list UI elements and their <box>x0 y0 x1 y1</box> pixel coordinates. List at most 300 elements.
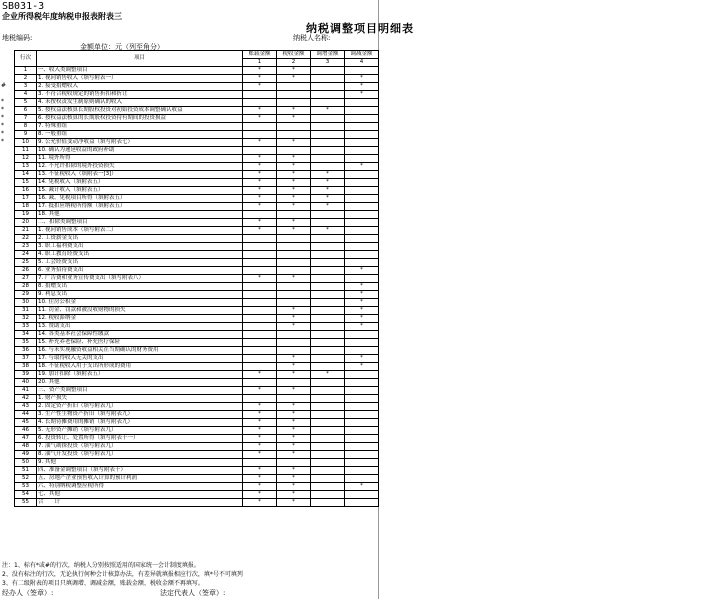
row-mark <box>1 474 14 482</box>
increase-amount-cell <box>311 115 345 123</box>
table-row <box>15 123 379 131</box>
row-item: 合 计 <box>37 499 243 507</box>
row-number: 4 <box>15 91 37 99</box>
increase-amount-cell <box>311 387 345 395</box>
tax-amount-cell <box>277 379 311 387</box>
row-mark <box>1 218 14 226</box>
decrease-amount-cell <box>345 347 379 355</box>
book-amount-cell <box>243 235 277 243</box>
decrease-amount-cell <box>345 451 379 459</box>
table-row <box>15 75 379 83</box>
tax-amount-cell <box>277 267 311 275</box>
tax-amount-cell: * <box>277 411 311 419</box>
tax-amount-cell: * <box>277 171 311 179</box>
increase-amount-cell <box>311 283 345 291</box>
row-mark <box>1 370 14 378</box>
decrease-amount-cell: * <box>345 91 379 99</box>
increase-amount-cell: * <box>311 187 345 195</box>
row-item: 14. 免税收入（填附表五） <box>37 179 243 187</box>
row-mark <box>1 322 14 330</box>
book-amount-cell: * <box>243 275 277 283</box>
increase-amount-cell <box>311 299 345 307</box>
increase-amount-cell <box>311 99 345 107</box>
row-number: 53 <box>15 483 37 491</box>
form-subtitle: 企业所得税年度纳税申报表附表三 <box>2 12 122 21</box>
form-title: 纳税调整项目明细表 <box>306 22 414 35</box>
row-mark <box>1 378 14 386</box>
row-mark <box>1 186 14 194</box>
decrease-amount-cell <box>345 339 379 347</box>
increase-amount-cell <box>311 427 345 435</box>
row-item: 三、资产类调整项目 <box>37 387 243 395</box>
decrease-amount-cell <box>345 171 379 179</box>
table-row <box>15 363 379 371</box>
row-number: 42 <box>15 395 37 403</box>
table-row <box>15 187 379 195</box>
table-row <box>15 291 379 299</box>
header-tax-amount: 税收金额 <box>277 51 311 59</box>
tax-amount-cell: * <box>277 363 311 371</box>
row-mark <box>1 306 14 314</box>
table-row <box>15 67 379 75</box>
row-item: 20. 其他 <box>37 379 243 387</box>
row-item: 11. 罚金、罚款和被没收财物的损失 <box>37 307 243 315</box>
form-code: SB031-3 <box>2 1 45 12</box>
row-number: 49 <box>15 451 37 459</box>
row-mark <box>1 314 14 322</box>
increase-amount-cell <box>311 411 345 419</box>
book-amount-cell <box>243 91 277 99</box>
tax-amount-cell <box>277 299 311 307</box>
row-item: 5. 工会经费支出 <box>37 259 243 267</box>
row-number: 28 <box>15 283 37 291</box>
decrease-amount-cell <box>345 251 379 259</box>
book-amount-cell <box>243 147 277 155</box>
row-mark <box>1 250 14 258</box>
row-item: 6. 按权益法核算的长期股权投资持有期间的投资损益 <box>37 115 243 123</box>
row-number: 51 <box>15 467 37 475</box>
tax-amount-cell: * <box>277 75 311 83</box>
increase-amount-cell <box>311 443 345 451</box>
table-row <box>15 307 379 315</box>
row-number: 26 <box>15 267 37 275</box>
row-number: 34 <box>15 331 37 339</box>
increase-amount-cell <box>311 291 345 299</box>
tax-amount-cell: * <box>277 371 311 379</box>
row-item: 5. 无形资产摊销（填写附表九） <box>37 427 243 435</box>
row-item: 一、收入类调整项目 <box>37 67 243 75</box>
increase-amount-cell <box>311 355 345 363</box>
book-amount-cell <box>243 347 277 355</box>
row-item: 7. 油气勘探投资（填写附表九） <box>37 443 243 451</box>
decrease-amount-cell <box>345 211 379 219</box>
row-item: 14. 各类基本社会保障性缴款 <box>37 331 243 339</box>
row-number: 19 <box>15 211 37 219</box>
row-item: 13. 赞助支出 <box>37 323 243 331</box>
decrease-amount-cell <box>345 155 379 163</box>
row-mark <box>1 290 14 298</box>
book-amount-cell: * <box>243 107 277 115</box>
row-mark: * <box>1 114 4 121</box>
decrease-amount-cell <box>345 227 379 235</box>
header-col-1: 1 <box>243 59 277 67</box>
row-item: 4. 未按权责发生制原则确认的收入 <box>37 99 243 107</box>
book-amount-cell: * <box>243 139 277 147</box>
header-book-amount: 账载金额 <box>243 51 277 59</box>
decrease-amount-cell <box>345 467 379 475</box>
row-mark <box>1 498 14 506</box>
decrease-amount-cell: * <box>345 299 379 307</box>
row-mark <box>1 162 14 170</box>
table-row <box>15 443 379 451</box>
book-amount-cell: * <box>243 67 277 75</box>
increase-amount-cell <box>311 451 345 459</box>
increase-amount-cell <box>311 275 345 283</box>
decrease-amount-cell <box>345 379 379 387</box>
row-item: 二、扣除类调整项目 <box>37 219 243 227</box>
tax-amount-cell <box>277 123 311 131</box>
row-mark <box>1 490 14 498</box>
tax-amount-cell: * <box>277 179 311 187</box>
row-mark <box>1 274 14 282</box>
increase-amount-cell <box>311 259 345 267</box>
row-mark <box>1 178 14 186</box>
increase-amount-cell <box>311 315 345 323</box>
row-number: 27 <box>15 275 37 283</box>
row-item: 18. 其他 <box>37 211 243 219</box>
row-number: 12 <box>15 155 37 163</box>
increase-amount-cell: * <box>311 171 345 179</box>
tax-amount-cell <box>277 243 311 251</box>
row-mark <box>1 234 14 242</box>
tax-amount-cell: * <box>277 163 311 171</box>
tax-amount-cell: * <box>277 187 311 195</box>
row-number: 6 <box>15 107 37 115</box>
row-number: 29 <box>15 291 37 299</box>
tax-amount-cell <box>277 459 311 467</box>
row-item: 8. 油气开发投资（填写附表九） <box>37 451 243 459</box>
increase-amount-cell <box>311 395 345 403</box>
decrease-amount-cell <box>345 195 379 203</box>
tax-amount-cell: * <box>277 483 311 491</box>
tax-amount-cell: * <box>277 203 311 211</box>
row-item: 8. 一般重组 <box>37 131 243 139</box>
legal-rep-signature-label: 法定代表人（签章）: <box>160 589 226 597</box>
row-number: 31 <box>15 307 37 315</box>
row-number: 13 <box>15 163 37 171</box>
tax-amount-cell <box>277 83 311 91</box>
tax-amount-cell: * <box>277 315 311 323</box>
row-mark <box>1 434 14 442</box>
table-row <box>15 419 379 427</box>
decrease-amount-cell <box>345 499 379 507</box>
decrease-amount-cell <box>345 115 379 123</box>
tax-amount-cell <box>277 339 311 347</box>
decrease-amount-cell <box>345 411 379 419</box>
book-amount-cell: * <box>243 443 277 451</box>
table-row <box>15 259 379 267</box>
row-mark <box>1 458 14 466</box>
row-number: 39 <box>15 371 37 379</box>
decrease-amount-cell: * <box>345 283 379 291</box>
row-number: 5 <box>15 99 37 107</box>
row-item: 六、特别纳税调整应税所得 <box>37 483 243 491</box>
row-mark <box>1 66 14 74</box>
increase-amount-cell <box>311 83 345 91</box>
row-mark <box>1 442 14 450</box>
decrease-amount-cell: * <box>345 75 379 83</box>
row-number: 7 <box>15 115 37 123</box>
book-amount-cell <box>243 459 277 467</box>
increase-amount-cell <box>311 419 345 427</box>
row-number: 24 <box>15 251 37 259</box>
table-row <box>15 163 379 171</box>
row-number: 38 <box>15 363 37 371</box>
decrease-amount-cell: * <box>345 363 379 371</box>
table-row <box>15 403 379 411</box>
row-item: 12. 税收滞纳金 <box>37 315 243 323</box>
decrease-amount-cell <box>345 131 379 139</box>
increase-amount-cell <box>311 67 345 75</box>
table-row <box>15 323 379 331</box>
tax-amount-cell: * <box>277 195 311 203</box>
tax-amount-cell <box>277 347 311 355</box>
increase-amount-cell <box>311 251 345 259</box>
tax-amount-cell: * <box>277 435 311 443</box>
decrease-amount-cell <box>345 459 379 467</box>
increase-amount-cell <box>311 147 345 155</box>
marks-header-spacer <box>1 50 14 66</box>
tax-amount-cell <box>277 91 311 99</box>
note-1: 注：1、标有*或#的行次，纳税人分别按照适用的国家统一会计制度填报。 <box>2 562 200 569</box>
row-item: 16. 与未实现融资收益相关在当期确认的财务费用 <box>37 347 243 355</box>
row-number: 32 <box>15 315 37 323</box>
table-row <box>15 483 379 491</box>
currency-unit-label: 金额单位：元（列至角分） <box>80 43 164 51</box>
increase-amount-cell <box>311 483 345 491</box>
increase-amount-cell <box>311 475 345 483</box>
row-number: 47 <box>15 435 37 443</box>
table-row <box>15 499 379 507</box>
row-item: 18. 不征税收入用于支出所形成的费用 <box>37 363 243 371</box>
row-mark <box>1 282 14 290</box>
book-amount-cell <box>243 99 277 107</box>
decrease-amount-cell <box>345 371 379 379</box>
row-number: 8 <box>15 123 37 131</box>
row-mark <box>1 338 14 346</box>
tax-amount-cell: * <box>277 475 311 483</box>
row-number: 20 <box>15 219 37 227</box>
book-amount-cell: * <box>243 155 277 163</box>
table-row <box>15 347 379 355</box>
decrease-amount-cell <box>345 475 379 483</box>
increase-amount-cell <box>311 91 345 99</box>
row-item: 7. 广告费和业务宣传费支出（填写附表八） <box>37 275 243 283</box>
book-amount-cell: * <box>243 195 277 203</box>
book-amount-cell <box>243 355 277 363</box>
book-amount-cell <box>243 379 277 387</box>
book-amount-cell: * <box>243 475 277 483</box>
row-number: 22 <box>15 235 37 243</box>
increase-amount-cell <box>311 307 345 315</box>
book-amount-cell <box>243 131 277 139</box>
increase-amount-cell <box>311 403 345 411</box>
row-number: 45 <box>15 419 37 427</box>
increase-amount-cell <box>311 131 345 139</box>
table-row <box>15 131 379 139</box>
row-mark <box>1 482 14 490</box>
row-item: 7. 特殊重组 <box>37 123 243 131</box>
row-item: 2. 工资薪金支出 <box>37 235 243 243</box>
decrease-amount-cell <box>345 427 379 435</box>
decrease-amount-cell <box>345 395 379 403</box>
row-number: 9 <box>15 131 37 139</box>
tax-amount-cell <box>277 331 311 339</box>
tax-amount-cell: * <box>277 307 311 315</box>
table-row <box>15 251 379 259</box>
increase-amount-cell: * <box>311 195 345 203</box>
table-row <box>15 283 379 291</box>
tax-amount-cell: * <box>277 467 311 475</box>
row-number: 3 <box>15 83 37 91</box>
decrease-amount-cell: * <box>345 483 379 491</box>
row-mark <box>1 426 14 434</box>
row-number: 43 <box>15 403 37 411</box>
row-mark <box>1 258 14 266</box>
increase-amount-cell <box>311 435 345 443</box>
book-amount-cell <box>243 315 277 323</box>
row-item: 2. 固定资产折旧（填写附表九） <box>37 403 243 411</box>
row-item: 4. 职工教育经费支出 <box>37 251 243 259</box>
row-mark: * <box>1 130 4 137</box>
book-amount-cell: * <box>243 411 277 419</box>
tax-amount-cell <box>277 283 311 291</box>
book-amount-cell: * <box>243 403 277 411</box>
row-item: 9. 公允价值变动净收益（填写附表七） <box>37 139 243 147</box>
table-row <box>15 475 379 483</box>
decrease-amount-cell <box>345 219 379 227</box>
table-row <box>15 91 379 99</box>
row-mark <box>1 410 14 418</box>
increase-amount-cell <box>311 363 345 371</box>
note-3: 3、有二级附表的项目只填调增、调减金额，账载金额、税收金额不再填写。 <box>2 580 204 587</box>
increase-amount-cell <box>311 499 345 507</box>
tax-amount-cell: * <box>277 491 311 499</box>
table-row <box>15 115 379 123</box>
row-item: 3. 职工福利费支出 <box>37 243 243 251</box>
table-row <box>15 467 379 475</box>
table-body <box>15 67 379 507</box>
tax-amount-cell: * <box>277 355 311 363</box>
row-mark <box>1 450 14 458</box>
row-mark <box>1 354 14 362</box>
book-amount-cell: * <box>243 499 277 507</box>
row-mark <box>1 90 14 98</box>
book-amount-cell <box>243 123 277 131</box>
row-mark <box>1 202 14 210</box>
row-number: 54 <box>15 491 37 499</box>
row-mark <box>1 466 14 474</box>
table-row <box>15 267 379 275</box>
increase-amount-cell: * <box>311 107 345 115</box>
row-item: 10. 住房公积金 <box>37 299 243 307</box>
tax-amount-cell: * <box>277 67 311 75</box>
book-amount-cell: * <box>243 203 277 211</box>
table-row <box>15 379 379 387</box>
row-mark: # <box>1 82 7 89</box>
book-amount-cell: * <box>243 219 277 227</box>
row-number: 1 <box>15 67 37 75</box>
decrease-amount-cell: * <box>345 315 379 323</box>
row-number: 15 <box>15 179 37 187</box>
decrease-amount-cell <box>345 235 379 243</box>
row-item: 七、其他 <box>37 491 243 499</box>
decrease-amount-cell: * <box>345 323 379 331</box>
decrease-amount-cell <box>345 147 379 155</box>
book-amount-cell <box>243 307 277 315</box>
tax-id-label: 地税编码: <box>2 34 33 42</box>
tax-amount-cell <box>277 235 311 243</box>
row-item: 12. 不允许扣除的境外投资损失 <box>37 163 243 171</box>
table-row <box>15 147 379 155</box>
decrease-amount-cell <box>345 275 379 283</box>
decrease-amount-cell <box>345 99 379 107</box>
table-row <box>15 171 379 179</box>
table-row <box>15 491 379 499</box>
tax-amount-cell: * <box>277 219 311 227</box>
row-mark <box>1 226 14 234</box>
header-col-3: 3 <box>311 59 345 67</box>
tax-amount-cell: * <box>277 427 311 435</box>
row-mark: * <box>1 138 4 145</box>
book-amount-cell <box>243 331 277 339</box>
row-item: 13. 不征税收入（填附表一[3]） <box>37 171 243 179</box>
row-number: 50 <box>15 459 37 467</box>
row-item: 1. 视同销售成本（填写附表二） <box>37 227 243 235</box>
book-amount-cell <box>243 323 277 331</box>
row-item: 15. 补充养老保险、补充医疗保险 <box>37 339 243 347</box>
book-amount-cell <box>243 259 277 267</box>
row-number: 10 <box>15 139 37 147</box>
tax-amount-cell <box>277 147 311 155</box>
table-row <box>15 195 379 203</box>
table-row <box>15 371 379 379</box>
increase-amount-cell: * <box>311 371 345 379</box>
increase-amount-cell <box>311 323 345 331</box>
row-number: 36 <box>15 347 37 355</box>
increase-amount-cell <box>311 163 345 171</box>
tax-amount-cell: * <box>277 115 311 123</box>
book-amount-cell <box>243 299 277 307</box>
tax-amount-cell: * <box>277 139 311 147</box>
table-row <box>15 99 379 107</box>
increase-amount-cell <box>311 243 345 251</box>
increase-amount-cell: * <box>311 179 345 187</box>
table-row <box>15 139 379 147</box>
decrease-amount-cell: * <box>345 267 379 275</box>
row-item: 5. 按权益法核算长期股权投资对初始投资成本调整确认收益 <box>37 107 243 115</box>
tax-amount-cell: * <box>277 227 311 235</box>
table-row <box>15 235 379 243</box>
book-amount-cell <box>243 243 277 251</box>
decrease-amount-cell <box>345 331 379 339</box>
decrease-amount-cell: * <box>345 83 379 91</box>
tax-amount-cell: * <box>277 403 311 411</box>
book-amount-cell: * <box>243 491 277 499</box>
row-number: 2 <box>15 75 37 83</box>
row-item: 五、房地产企业预售收入计算的预计利润 <box>37 475 243 483</box>
book-amount-cell <box>243 267 277 275</box>
